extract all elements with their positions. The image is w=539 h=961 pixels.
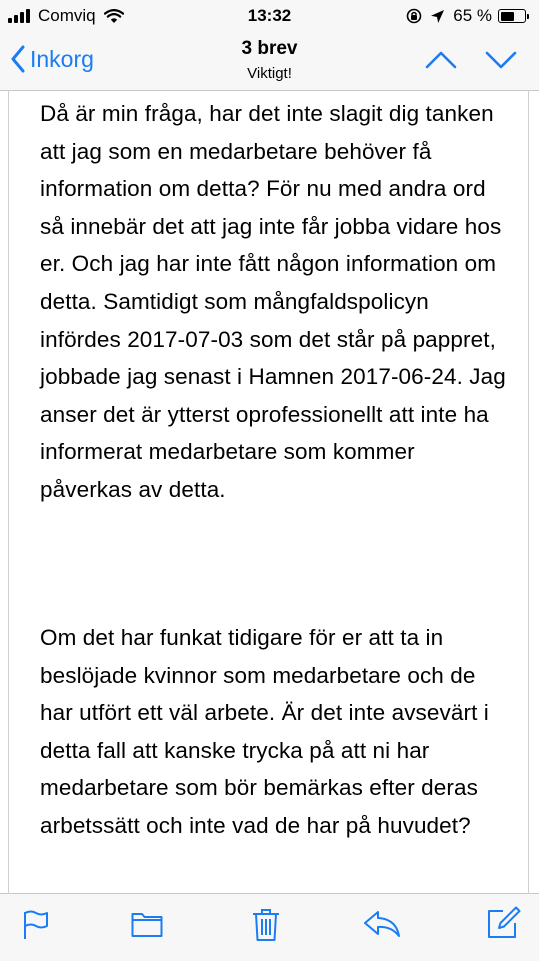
next-message-button[interactable]	[485, 50, 517, 70]
compose-icon[interactable]	[487, 906, 521, 940]
nav-title	[0, 38, 539, 84]
status-bar	[0, 0, 539, 32]
carrier-name: Comviq	[38, 6, 96, 25]
navigation-bar	[0, 32, 539, 91]
trash-icon[interactable]	[252, 908, 280, 942]
folder-icon[interactable]	[131, 910, 163, 938]
status-time: 13:32	[247, 6, 292, 25]
back-label: Inkorg	[30, 46, 94, 72]
message-paragraph: Om det har funkat tidigare för er att ta in beslöjade kvinnor som medarbetare och de har utfört ett väl arbete. Är det inte avsevärt i detta fall att kanske trycka på att ni har medarbetare som bör bemärkas efter deras arbetssätt och inte vad de har på huvudet?	[40, 625, 489, 838]
bottom-toolbar	[0, 893, 539, 961]
previous-message-button[interactable]	[425, 50, 457, 70]
battery-percent: 65 %	[453, 6, 492, 25]
location-icon	[430, 9, 445, 24]
battery-level	[501, 12, 514, 21]
quote-border-right	[528, 91, 529, 893]
message-paragraph: Då är min fråga, har det inte slagit dig tanken att jag som en medarbetare behöver få information om detta? För nu med andra ord så innebär det att jag inte får jobba vidare hos er. Och jag har inte fått någon information om detta. Samtidigt som mångfaldspolicyn infördes 2017-07-03 som det står på pappret, jobbade jag senast i Hamnen 2017-06-24. Jag anser det är ytterst oprofessionellt att inte ha informerat medarbetare som kommer påverkas av detta.	[40, 101, 506, 502]
quote-border-left	[8, 91, 9, 893]
message-body[interactable]	[0, 91, 539, 893]
status-right	[406, 6, 529, 26]
nav-subtitle: Viktigt!	[247, 65, 292, 82]
orientation-lock-icon	[406, 8, 422, 24]
nav-title-count: 3 brev	[241, 38, 298, 59]
flag-icon[interactable]	[23, 910, 49, 940]
reply-icon[interactable]	[363, 910, 401, 938]
battery-icon	[498, 9, 526, 23]
battery-cap	[527, 14, 529, 19]
